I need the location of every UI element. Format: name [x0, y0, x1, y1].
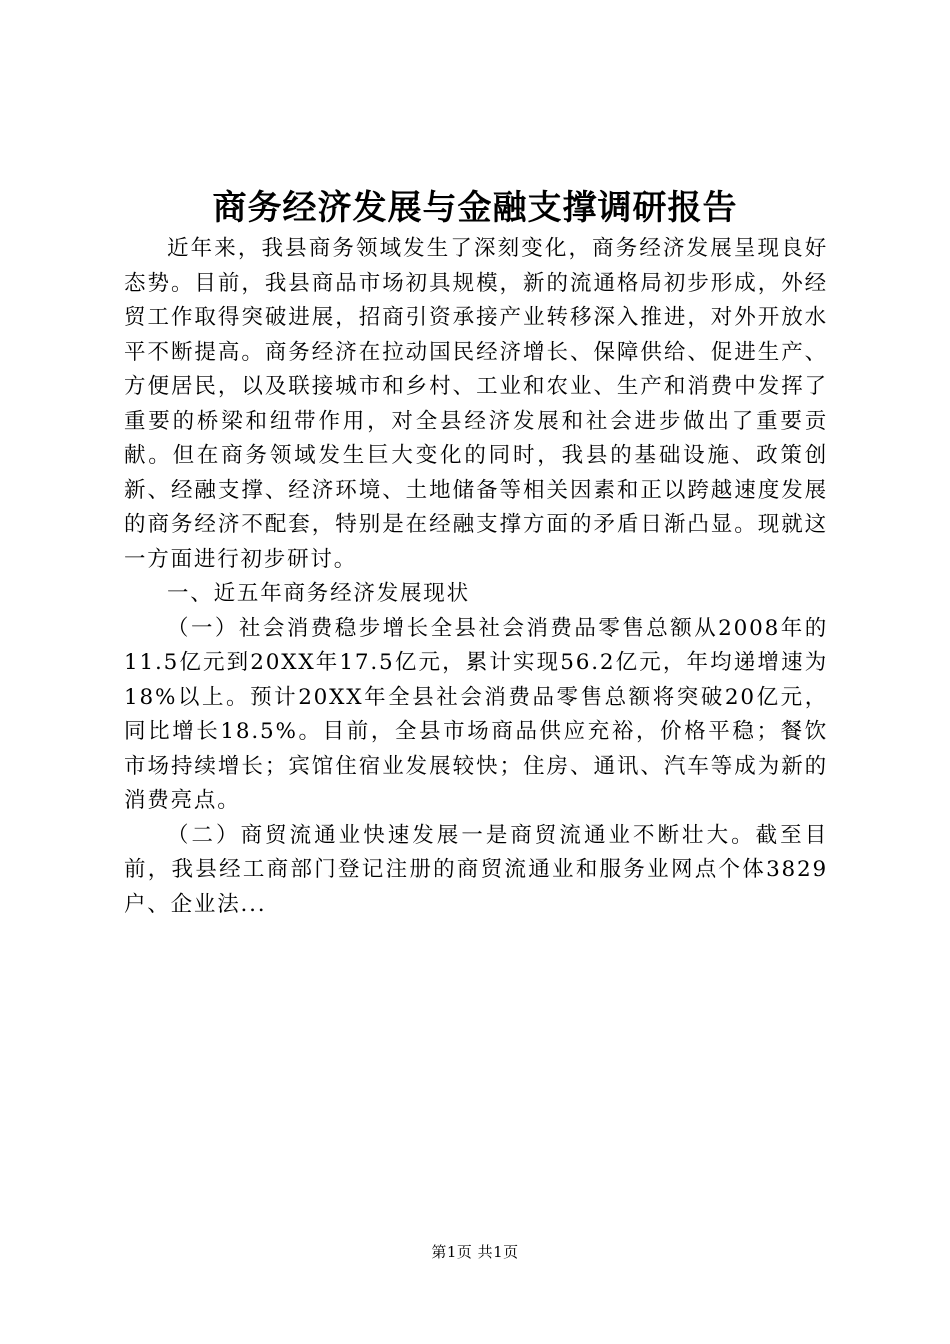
paragraph-consumption: （一）社会消费稳步增长全县社会消费品零售总额从2008年的11.5亿元到20XX年17.5亿元，累计实现56.2亿元，年均递增速为18%以上。预计20XX年全县社会消费品零售总额将突破20亿元，同比增长18.5%。目前，全县市场商品供应充裕，价格平稳；餐饮市场持续增长；宾馆住宿业发展较快；住房、通讯、汽车等成为新的消费亮点。 — [124, 615, 828, 813]
page-footer: 第1页 共1页 — [431, 1243, 519, 1261]
paragraph-commerce: （二）商贸流通业快速发展一是商贸流通业不断壮大。截至目前，我县经工商部门登记注册的商贸流通业和服务业网点个体3829户、企业法... — [124, 822, 828, 917]
paragraph-intro: 近年来，我县商务领域发生了深刻变化，商务经济发展呈现良好态势。目前，我县商品市场初具规模，新的流通格局初步形成，外经贸工作取得突破进展，招商引资承接产业转移深入推进，对外开放水平不断提高。商务经济在拉动国民经济增长、保障供给、促进生产、方便居民，以及联接城市和乡村、工业和农业、生产和消费中发挥了重要的桥梁和纽带作用，对全县经济发展和社会进步做出了重要贡献。但在商务领域发生巨大变化的同时，我县的基础设施、政策创新、经融支撑、经济环境、土地储备等相关因素和正以跨越速度发展的商务经济不配套，特别是在经融支撑方面的矛盾日渐凸显。现就这一方面进行初步研讨。 — [124, 236, 828, 572]
document-body — [124, 232, 828, 922]
section-heading-1: 一、近五年商务经济发展现状 — [167, 581, 470, 606]
document-title: 商务经济发展与金融支撑调研报告 — [212, 188, 738, 228]
